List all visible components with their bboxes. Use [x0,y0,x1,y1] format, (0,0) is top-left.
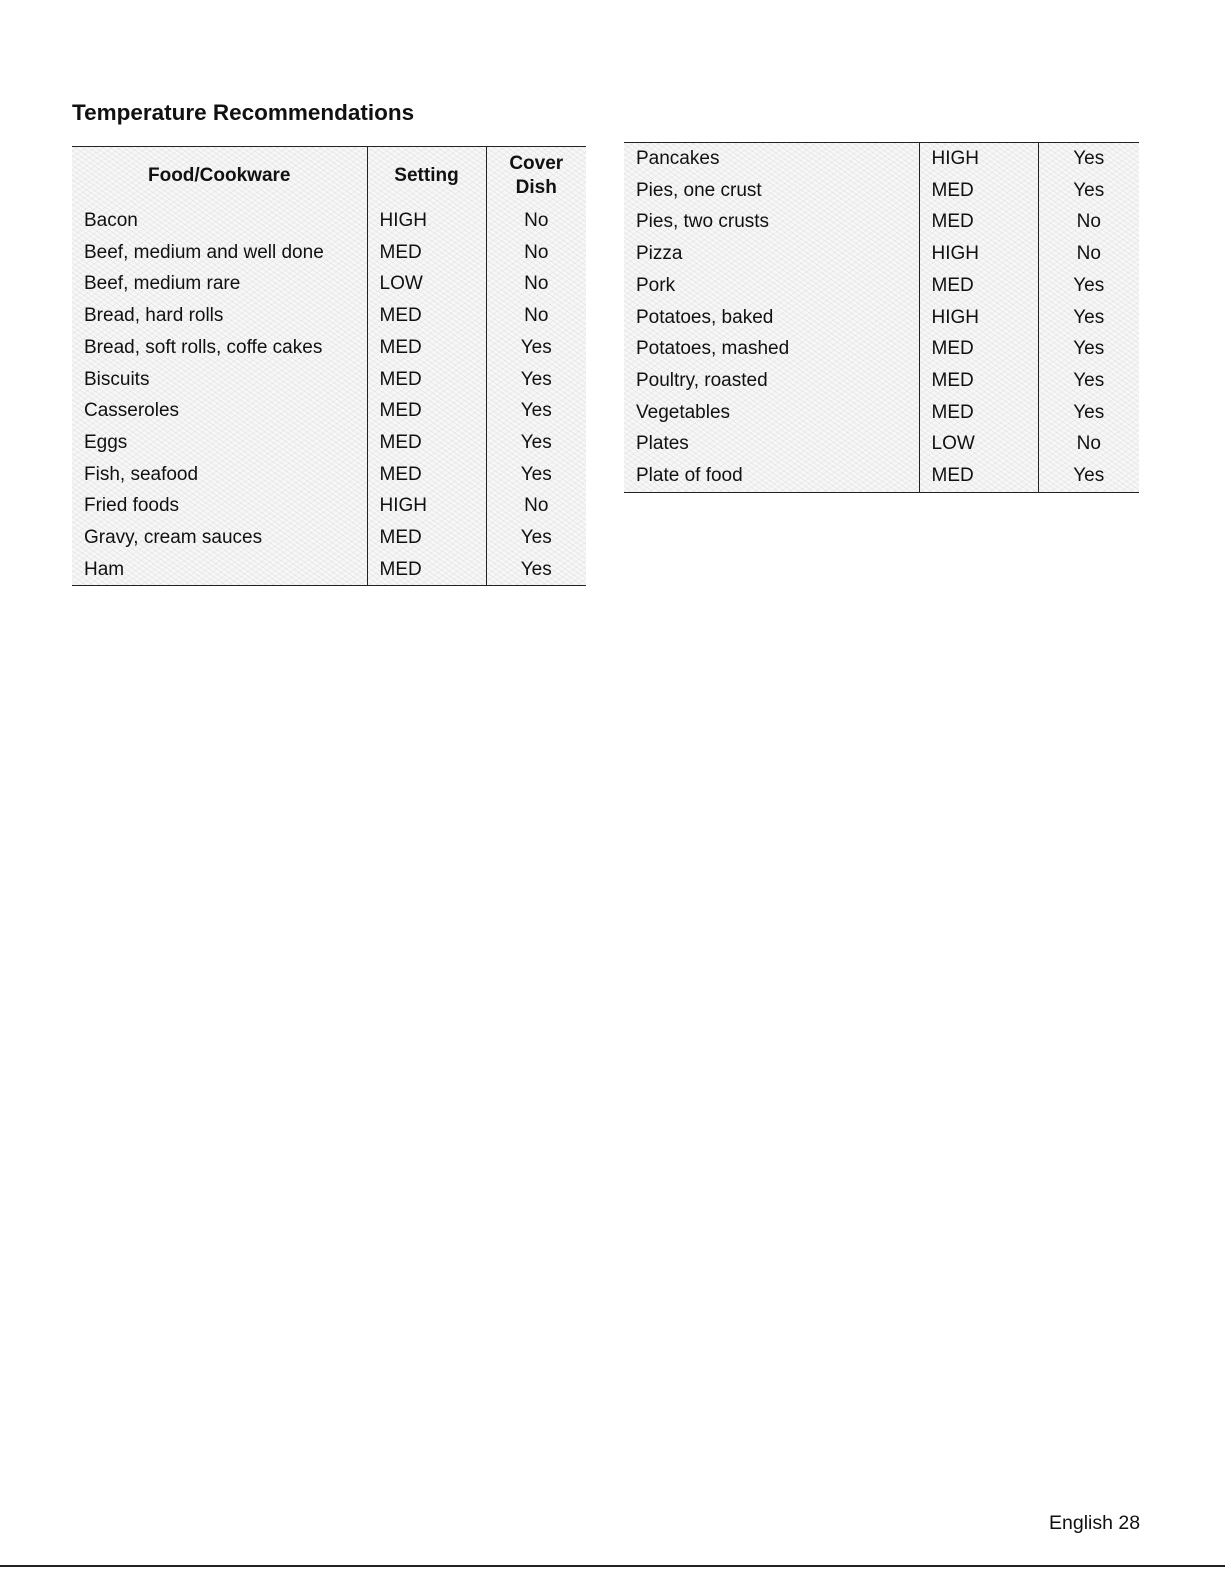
cover-dish-cell: Yes [1038,460,1139,492]
cover-dish-cell: Yes [1038,333,1139,365]
temperature-table-right [624,142,1139,493]
food-cell: Pork [636,274,676,296]
table-row [72,554,586,586]
cover-dish-cell: No [486,300,586,332]
food-cell: Potatoes, baked [636,306,774,328]
food-cell: Gravy, cream sauces [84,527,263,549]
food-cell: Casseroles [84,400,180,422]
food-cell: Fried foods [84,495,180,517]
setting-cell: MED [919,206,1038,238]
food-cell: Beef, medium and well done [84,241,324,263]
setting-cell: MED [367,427,486,459]
setting-cell: MED [919,397,1038,429]
food-cell: Beef, medium rare [84,273,241,295]
column-header-cover-line1: Cover [509,153,564,174]
cover-dish-cell: Yes [1038,365,1139,397]
cover-dish-cell: Yes [1038,270,1139,302]
setting-cell: MED [367,364,486,396]
setting-cell: MED [367,395,486,427]
cover-dish-cell: Yes [486,395,586,427]
setting-cell: MED [919,365,1038,397]
page-title: Temperature Recommendations [72,100,415,125]
table-row [624,206,1139,238]
table-row [624,460,1139,492]
table-row [624,270,1139,302]
cover-dish-cell: Yes [486,522,586,554]
table-row [72,332,586,364]
table-row [624,333,1139,365]
food-cell: Poultry, roasted [636,369,768,391]
setting-cell: MED [367,332,486,364]
setting-cell: MED [367,459,486,491]
column-header-food: Food/Cookware [147,165,291,186]
table-row [72,395,586,427]
table-row [72,427,586,459]
food-cell: Fish, seafood [84,463,199,485]
table-row [72,459,586,491]
setting-cell: LOW [919,428,1038,460]
setting-cell: LOW [367,268,486,300]
setting-cell: MED [919,460,1038,492]
setting-cell: HIGH [919,302,1038,334]
table-row [72,490,586,522]
setting-cell: MED [367,300,486,332]
table-header-row [72,147,586,206]
cover-dish-cell: Yes [486,332,586,364]
setting-cell: MED [367,522,486,554]
setting-cell: HIGH [367,490,486,522]
temperature-table-left [72,146,586,586]
setting-cell: MED [367,237,486,269]
cover-dish-cell: Yes [1038,397,1139,429]
food-cell: Ham [84,558,125,580]
cover-dish-cell: No [486,205,586,237]
table-row [624,238,1139,270]
table-row [72,300,586,332]
cover-dish-cell: Yes [486,427,586,459]
setting-cell: HIGH [367,205,486,237]
column-header-cover-line2: Dish [515,177,557,198]
setting-cell: MED [919,333,1038,365]
table-row [72,522,586,554]
food-cell: Pies, two crusts [636,211,770,233]
food-cell: Plate of food [636,465,743,487]
setting-cell: MED [367,554,486,586]
setting-cell: HIGH [919,238,1038,270]
cover-dish-cell: Yes [1038,143,1139,175]
food-cell: Plates [636,433,689,455]
food-cell: Bread, soft rolls, coffe cakes [84,336,323,358]
food-cell: Bacon [84,210,138,231]
table-row [624,143,1139,175]
food-cell: Eggs [84,431,128,453]
page-number: English 28 [1049,1512,1141,1534]
food-cell: Biscuits [84,368,150,390]
table-row [624,175,1139,207]
cover-dish-cell: No [1038,428,1139,460]
food-cell: Vegetables [636,401,731,423]
table-row [72,364,586,396]
column-header-setting: Setting [367,147,486,206]
cover-dish-cell: Yes [486,364,586,396]
cover-dish-cell: No [1038,206,1139,238]
bottom-divider [0,1565,1225,1567]
cover-dish-cell: Yes [486,554,586,586]
food-cell: Pizza [636,243,683,265]
cover-dish-cell: Yes [486,459,586,491]
food-cell: Pies, one crust [636,179,762,201]
column-header-cover-dish [486,147,586,206]
cover-dish-cell: No [486,490,586,522]
table-row [624,428,1139,460]
table-row [624,397,1139,429]
food-cell: Bread, hard rolls [84,305,224,327]
table-row [624,365,1139,397]
cover-dish-cell: No [1038,238,1139,270]
cover-dish-cell: Yes [1038,175,1139,207]
table-row [72,237,586,269]
setting-cell: MED [919,270,1038,302]
setting-cell: MED [919,175,1038,207]
table-row [72,268,586,300]
food-cell: Potatoes, mashed [636,338,790,360]
cover-dish-cell: No [486,237,586,269]
cover-dish-cell: Yes [1038,302,1139,334]
setting-cell: HIGH [919,143,1038,175]
table-row [72,205,586,237]
table-row [624,302,1139,334]
food-cell: Pancakes [636,148,720,169]
cover-dish-cell: No [486,268,586,300]
